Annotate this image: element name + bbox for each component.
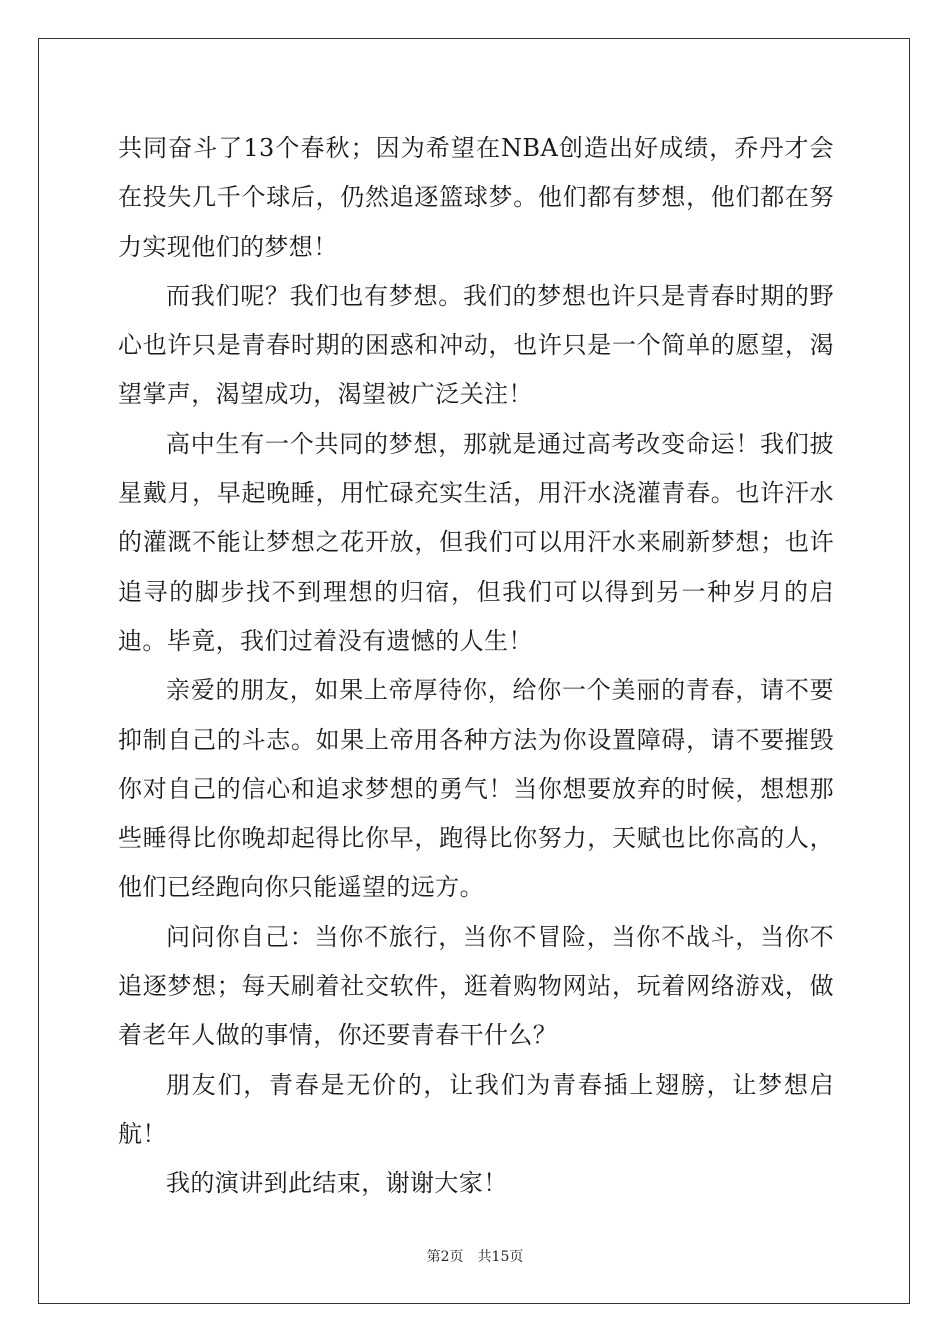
paragraph-2: 而我们呢？我们也有梦想。我们的梦想也许只是青春时期的野心也许只是青春时期的困惑和冲动，也许只是一个简单的愿望，渴望掌声，渴望成功，渴望被广泛关注！ [118, 281, 834, 409]
page-number: 第2页 [426, 1249, 464, 1265]
page-total: 共15页 [477, 1249, 524, 1265]
paragraph-3: 高中生有一个共同的梦想，那就是通过高考改变命运！我们披星戴月，早起晚睡，用忙碌充实生活，用汗水浇灌青春。也许汗水的灌溉不能让梦想之花开放，但我们可以用汗水来刷新梦想；也许追寻的脚步找不到理想的归宿，但我们可以得到另一种岁月的启迪。毕竟，我们过着没有遗憾的人生！ [118, 429, 834, 655]
paragraph-4: 亲爱的朋友，如果上帝厚待你，给你一个美丽的青春，请不要抑制自己的斗志。如果上帝用各种方法为你设置障碍，请不要摧毁你对自己的信心和追求梦想的勇气！当你想要放弃的时候，想想那些睡得比你晚却起得比你早，跑得比你努力，天赋也比你高的人，他们已经跑向你只能遥望的远方。 [118, 676, 834, 902]
paragraph-1: 共同奋斗了13个春秋；因为希望在NBA创造出好成绩，乔丹才会在投失几千个球后，仍然追逐篮球梦。他们都有梦想，他们都在努力实现他们的梦想！ [118, 134, 834, 261]
document-body [118, 124, 834, 1209]
page-footer [0, 1246, 950, 1266]
paragraph-5: 问问你自己：当你不旅行，当你不冒险，当你不战斗，当你不追逐梦想；每天刷着社交软件，逛着购物网站，玩着网络游戏，做着老年人做的事情，你还要青春干什么？ [118, 922, 834, 1050]
paragraph-7: 我的演讲到此结束，谢谢大家！ [166, 1169, 508, 1198]
paragraph-6: 朋友们，青春是无价的，让我们为青春插上翅膀，让梦想启航！ [118, 1070, 834, 1148]
